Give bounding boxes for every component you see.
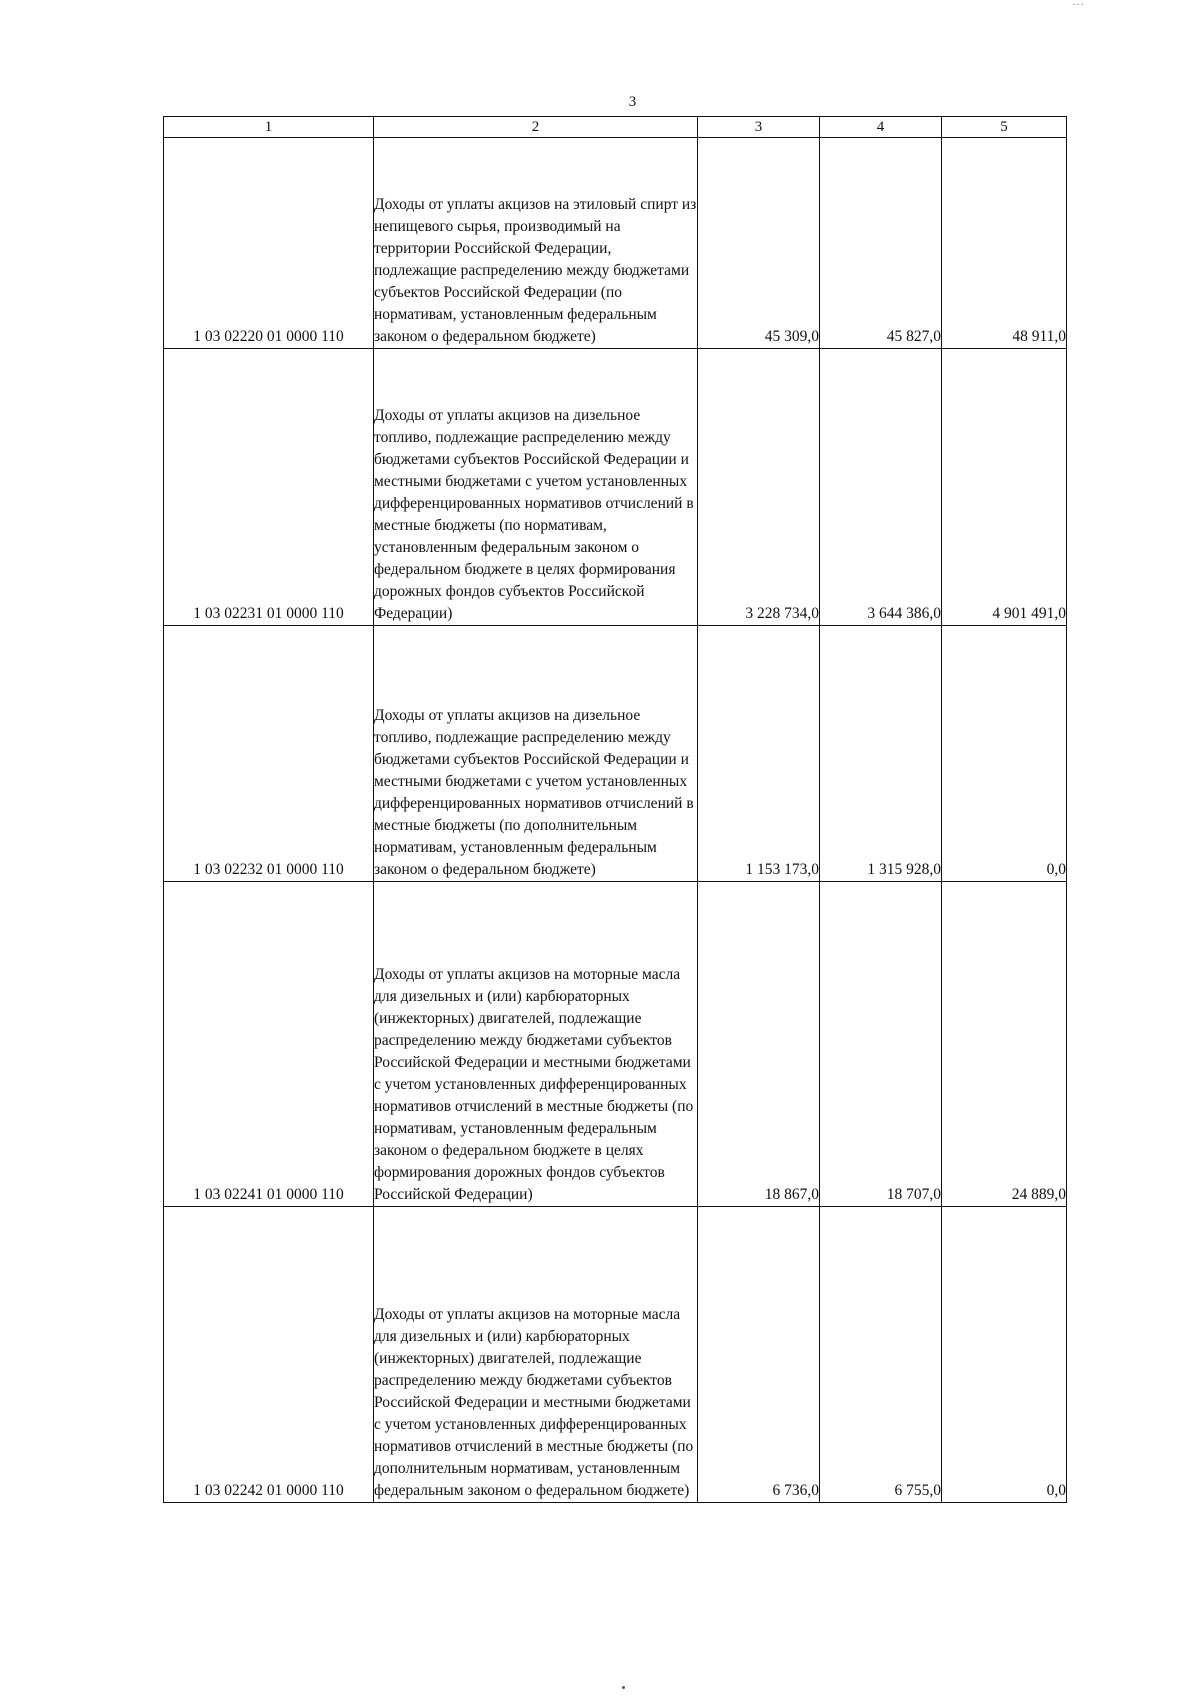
amount-col-4: 3 644 386,0: [820, 349, 942, 626]
amount-col-4: 45 827,0: [820, 138, 942, 349]
budget-revenue-table: [163, 116, 1067, 1503]
table-row: [164, 1207, 1067, 1503]
revenue-description: [374, 1207, 698, 1503]
amount-col-5: 0,0: [942, 626, 1067, 882]
amount-col-5: 0,0: [942, 1207, 1067, 1503]
table-row: [164, 626, 1067, 882]
revenue-code: 1 03 02231 01 0000 110: [164, 349, 374, 626]
table-row: [164, 349, 1067, 626]
amount-col-5: 24 889,0: [942, 882, 1067, 1207]
description-text: Доходы от уплаты акцизов на этиловый спирт из непищевого сырья, производимый на территории Российской Федерации, подлежащие распределению между бюджетами субъектов Российской Федерации (по нормативам, установленным федеральным законом о федеральном бюджете): [374, 196, 697, 345]
amount-col-5: 4 901 491,0: [942, 349, 1067, 626]
amount-col-3: 3 228 734,0: [698, 349, 820, 626]
header-col-5: 5: [942, 117, 1067, 138]
amount-col-3: 18 867,0: [698, 882, 820, 1207]
revenue-code: 1 03 02232 01 0000 110: [164, 626, 374, 882]
amount-col-4: 1 315 928,0: [820, 626, 942, 882]
table-header-row: [164, 117, 1067, 138]
revenue-description: [374, 626, 698, 882]
amount-col-3: 45 309,0: [698, 138, 820, 349]
revenue-description: [374, 138, 698, 349]
description-text: Доходы от уплаты акцизов на моторные масла для дизельных и (или) карбюраторных (инжекторных) двигателей, подлежащие распределению между бюджетами субъектов Российской Федерации и местными бюджетами с учетом установленных дифференцированных нормативов отчислений в местные бюджеты (по нормативам, установленным федеральным законом о федеральном бюджете в целях формирования дорожных фондов субъектов Российской Федерации): [374, 966, 694, 1203]
header-col-1: 1: [164, 117, 374, 138]
table-row: [164, 882, 1067, 1207]
revenue-code: 1 03 02241 01 0000 110: [164, 882, 374, 1207]
header-col-3: 3: [698, 117, 820, 138]
header-col-2: 2: [374, 117, 698, 138]
revenue-code: 1 03 02220 01 0000 110: [164, 138, 374, 349]
description-text: Доходы от уплаты акцизов на дизельное топливо, подлежащие распределению между бюджетами субъектов Российской Федерации и местными бюджетами с учетом установленных дифференцированных нормативов отчислений в местные бюджеты (по нормативам, установленным федеральным законом о федеральном бюджете в целях формирования дорожных фондов субъектов Российской Федерации): [374, 407, 694, 622]
amount-col-3: 6 736,0: [698, 1207, 820, 1503]
amount-col-5: 48 911,0: [942, 138, 1067, 349]
corner-mark: ···: [1072, 0, 1085, 11]
page-number: 3: [628, 94, 637, 110]
revenue-description: [374, 349, 698, 626]
amount-col-3: 1 153 173,0: [698, 626, 820, 882]
scan-dot-mark: [622, 1686, 625, 1689]
header-col-4: 4: [820, 117, 942, 138]
description-text: Доходы от уплаты акцизов на моторные масла для дизельных и (или) карбюраторных (инжекторных) двигателей, подлежащие распределению между бюджетами субъектов Российской Федерации и местными бюджетами с учетом установленных дифференцированных нормативов отчислений в местные бюджеты (по дополнительным нормативам, установленным федеральным законом о федеральном бюджете): [374, 1306, 694, 1499]
amount-col-4: 6 755,0: [820, 1207, 942, 1503]
revenue-description: [374, 882, 698, 1207]
table-row: [164, 138, 1067, 349]
amount-col-4: 18 707,0: [820, 882, 942, 1207]
revenue-code: 1 03 02242 01 0000 110: [164, 1207, 374, 1503]
description-text: Доходы от уплаты акцизов на дизельное топливо, подлежащие распределению между бюджетами субъектов Российской Федерации и местными бюджетами с учетом установленных дифференцированных нормативов отчислений в местные бюджеты (по дополнительным нормативам, установленным федеральным законом о федеральном бюджете): [374, 707, 694, 878]
